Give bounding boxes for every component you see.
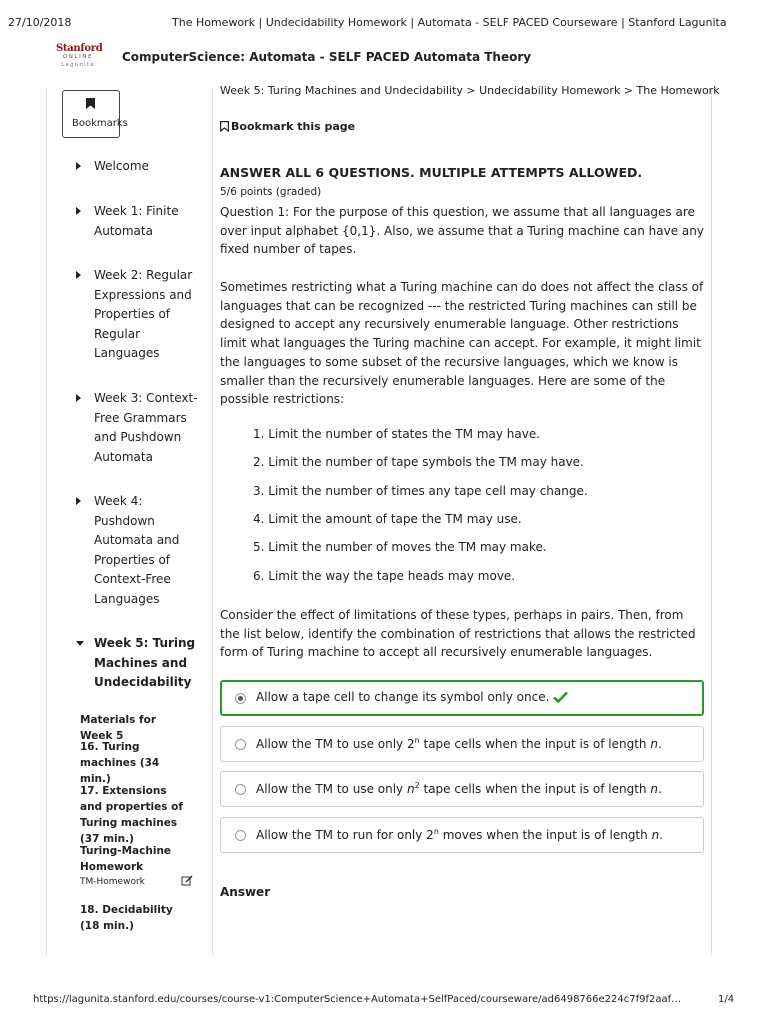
answer-option-3[interactable] <box>220 771 704 807</box>
radio-unselected[interactable] <box>235 830 246 841</box>
stanford-online-logo[interactable]: Stanford ONLINE Lagunita <box>56 43 103 68</box>
subnav-decidability[interactable]: 18. Decidability (18 min.) <box>80 904 173 932</box>
bookmark-icon <box>86 98 95 109</box>
expand-triangle-icon <box>76 162 81 170</box>
subnav-turing-machines[interactable]: 16. Turing machines (34 min.) <box>80 741 160 785</box>
question-intro: Question 1: For the purpose of this question, we assume that all languages are over input alphabet {0,1}. Also, we assume that a Turing machine can have any fixed number of tapes. <box>220 205 704 257</box>
sidebar-divider <box>212 88 213 956</box>
bookmark-this-page-label: Bookmark this page <box>231 120 356 133</box>
radio-unselected[interactable] <box>235 739 246 750</box>
restriction-item: 6. Limit the way the tape heads may move. <box>253 569 516 583</box>
option-label: Allow the TM to run for only 2$^n$ moves when the input is of length n. <box>256 827 663 842</box>
subnav-tm-homework-subtitle: TM-Homework <box>80 877 145 887</box>
checkmark-icon <box>553 691 568 703</box>
bookmarks-label: Bookmarks <box>72 118 128 129</box>
subnav-materials[interactable]: Materials for Week 5 <box>80 714 157 742</box>
problem-heading: ANSWER ALL 6 QUESTIONS. MULTIPLE ATTEMPTS ALLOWED. <box>220 165 643 180</box>
print-page-number: 1/4 <box>718 994 735 1005</box>
collapse-triangle-icon <box>76 641 84 646</box>
question-body: Sometimes restricting what a Turing machine can do does not affect the class of languages that can be recognized --- the restricted Turing machines can still be designed to accept any recursively enumerable language. Other restrictions limit what languages the Turing machine can accept. For example, it might limit the languages to some subset of the recursive languages, which we know is smaller than the recursively enumerable languages. Here are some of the possible restrictions: <box>220 280 704 407</box>
answer-option-2[interactable] <box>220 726 704 762</box>
print-url: https://lagunita.stanford.edu/courses/course-v1:ComputerScience+Automata+SelfPaced/courseware/ad6498766e224c7f9f2aaf… <box>33 994 682 1005</box>
subnav-tm-homework[interactable]: Turing-Machine Homework <box>80 845 172 873</box>
subnav-extensions[interactable]: 17. Extensions and properties of Turing machines (37 min.) <box>80 785 183 845</box>
restriction-item: 4. Limit the amount of tape the TM may use. <box>253 512 522 526</box>
expand-triangle-icon <box>76 394 81 402</box>
answer-option-1[interactable] <box>220 680 704 716</box>
bookmark-outline-icon <box>220 121 229 132</box>
answer-label: Answer <box>220 885 271 899</box>
edit-icon <box>181 874 193 886</box>
expand-triangle-icon <box>76 271 81 279</box>
option-label: Allow the TM to use only 2$^n$ tape cells when the input is of length n. <box>256 736 662 751</box>
points-score: 5/6 points (graded) <box>220 186 322 198</box>
radio-selected[interactable] <box>235 693 246 704</box>
expand-triangle-icon <box>76 207 81 215</box>
sidebar-left-border <box>46 88 47 956</box>
option-label: Allow the TM to use only $n^2$ tape cells when the input is of length n. <box>256 781 662 796</box>
restriction-item: 5. Limit the number of moves the TM may make. <box>253 540 547 554</box>
breadcrumb[interactable]: Week 5: Turing Machines and Undecidability > Undecidability Homework > The Homework <box>220 84 720 97</box>
bookmark-this-page-button[interactable] <box>220 120 355 133</box>
option-label: Allow a tape cell to change its symbol only once. <box>256 690 550 704</box>
question-prompt: Consider the effect of limitations of these types, perhaps in pairs. Then, from the list below, identify the combination of restrictions that allows the restricted form of Turing machine to accept all recursively enumerable languages. <box>220 608 696 660</box>
radio-unselected[interactable] <box>235 784 246 795</box>
print-title: The Homework | Undecidability Homework | Automata - SELF PACED Courseware | Stanford Lagunita <box>172 16 727 29</box>
restriction-item: 1. Limit the number of states the TM may have. <box>253 427 541 441</box>
answer-option-4[interactable] <box>220 817 704 853</box>
print-date: 27/10/2018 <box>8 16 72 29</box>
course-title: ComputerScience: Automata - SELF PACED Automata Theory <box>122 50 532 64</box>
restriction-item: 3. Limit the number of times any tape cell may change. <box>253 484 588 498</box>
restriction-item: 2. Limit the number of tape symbols the TM may have. <box>253 455 584 469</box>
content-right-border <box>711 88 712 956</box>
expand-triangle-icon <box>76 497 81 505</box>
